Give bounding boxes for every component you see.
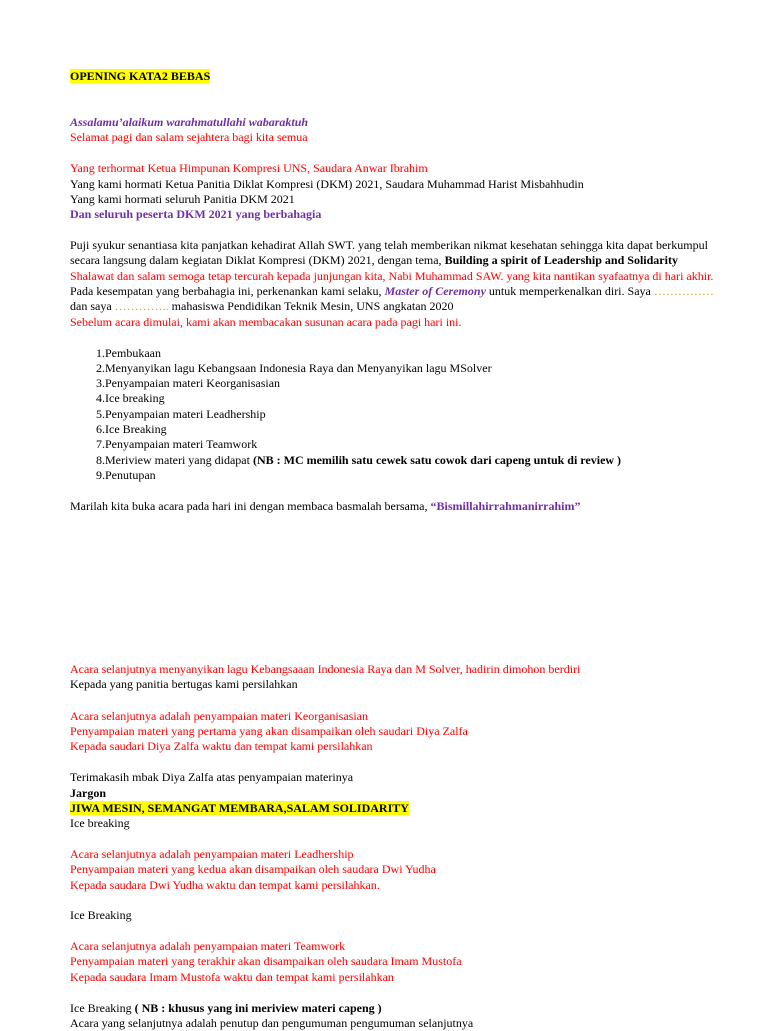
puji-line-1: Puji syukur senantiasa kita panjatkan kehadirat Allah SWT. yang telah memberikan nikmat kesehatan sehingga kita dapat berkumpul bbox=[70, 238, 708, 252]
teamwork-line-2: Penyampaian materi yang terakhir akan disampaikan oleh saudara Imam Mustofa bbox=[70, 954, 462, 968]
salam-line: Selamat pagi dan salam sejahtera bagi kita semua bbox=[70, 130, 308, 144]
agenda-number: 9. bbox=[96, 468, 105, 482]
teamwork-line-3: Kepada saudara Imam Mustofa waktu dan tempat kami persilahkan bbox=[70, 970, 394, 984]
agenda-item bbox=[86, 346, 161, 361]
agenda-item bbox=[86, 453, 622, 468]
penutup-line: Acara yang selanjutnya adalah penutup dan pengumuman pengumuman selanjutnya bbox=[70, 1016, 474, 1030]
kesempatan-text: Pada kesempatan yang berbahagia ini, perkenankan kami selaku, bbox=[70, 284, 385, 298]
teamwork-line-1: Acara selanjutnya adalah penyampaian materi Teamwork bbox=[70, 939, 346, 953]
acara-lagu-line: Acara selanjutnya menyanyikan lagu Kebangsaaan Indonesia Raya dan M Solver, hadirin dimohon berdiri bbox=[70, 662, 581, 676]
keorganisasian-line-2: Penyampaian materi yang pertama yang akan disampaikan oleh saudari Diya Zalfa bbox=[70, 724, 468, 738]
agenda-item bbox=[86, 407, 266, 422]
leadership-line-2: Penyampaian materi yang kedua akan disampaikan oleh saudara Dwi Yudha bbox=[70, 862, 436, 876]
agenda-number: 5. bbox=[96, 407, 105, 421]
terimakasih-line: Terimakasih mbak Diya Zalfa atas penyampaian materinya bbox=[70, 770, 354, 784]
greeting: Assalamu’alaikum warahmatullahi wabaraktuh bbox=[70, 115, 309, 129]
sebelum-line: Sebelum acara dimulai, kami akan membacakan susunan acara pada pagi hari ini. bbox=[70, 315, 462, 329]
agenda-text: Penyampaian materi Keorganisasian bbox=[105, 376, 281, 390]
agenda-item bbox=[86, 422, 167, 437]
kesempatan-line bbox=[70, 284, 714, 299]
agenda-note: (NB : MC memilih satu cewek satu cowok dari capeng untuk di review ) bbox=[252, 453, 622, 467]
agenda-text: Penyampaian materi Teamwork bbox=[105, 437, 258, 451]
agenda-number: 7. bbox=[96, 437, 105, 451]
dan-saya-text: dan saya bbox=[70, 299, 115, 313]
jargon-label: Jargon bbox=[70, 786, 106, 800]
hormat-line-1: Yang terhormat Ketua Himpunan Kompresi UNS, Saudara Anwar Ibrahim bbox=[70, 161, 428, 175]
kesempatan-post-text: untuk memperkenalkan diri. Saya bbox=[485, 284, 654, 298]
ice-breaking-1: Ice breaking bbox=[70, 816, 130, 830]
jargon-highlight: JIWA MESIN, SEMANGAT MEMBARA,SALAM SOLIDARITY bbox=[70, 801, 409, 815]
hormat-line-4: Dan seluruh peserta DKM 2021 yang berbahagia bbox=[70, 207, 322, 221]
agenda-item bbox=[86, 468, 156, 483]
puji-line-2 bbox=[70, 253, 678, 268]
agenda-item bbox=[86, 361, 492, 376]
keorganisasian-line-1: Acara selanjutnya adalah penyampaian materi Keorganisasian bbox=[70, 709, 368, 723]
name-placeholder-1: …………… bbox=[653, 284, 714, 298]
ice-breaking-3-note: ( NB : khusus yang ini meriview materi capeng ) bbox=[134, 1001, 382, 1015]
agenda-text: Penyampaian materi Leadhership bbox=[105, 407, 266, 421]
marilah-line bbox=[70, 499, 581, 514]
leadership-line-3: Kepada saudara Dwi Yudha waktu dan tempat kami persilahkan. bbox=[70, 878, 380, 892]
name-placeholder-2: ………….. bbox=[114, 299, 169, 313]
hormat-line-3: Yang kami hormati seluruh Panitia DKM 2021 bbox=[70, 192, 295, 206]
agenda-text-main: Meriview materi yang didapat bbox=[105, 453, 253, 467]
agenda-number: 4. bbox=[96, 391, 105, 405]
agenda-text: Ice breaking bbox=[105, 391, 165, 405]
panitia-line: Kepada yang panitia bertugas kami persilahkan bbox=[70, 677, 298, 691]
agenda-number: 2. bbox=[96, 361, 105, 375]
agenda-item bbox=[86, 391, 165, 406]
jargon-line bbox=[70, 801, 409, 816]
agenda-text: Penutupan bbox=[105, 468, 156, 482]
agenda-number: 8. bbox=[96, 453, 105, 467]
basmalah-text: “Bismillahirrahmanirrahim” bbox=[430, 499, 581, 513]
agenda-item bbox=[86, 376, 281, 391]
shalawat-line: Shalawat dan salam semoga tetap tercurah kepada junjungan kita, Nabi Muhammad SAW. yang kita nantikan syafaatnya di hari akhir. bbox=[70, 269, 714, 283]
agenda-text: Pembukaan bbox=[105, 346, 161, 360]
agenda-text bbox=[105, 453, 621, 468]
title-highlight: OPENING KATA2 BEBAS bbox=[70, 69, 211, 83]
ice-breaking-3 bbox=[70, 1001, 382, 1016]
dan-saya-line bbox=[70, 299, 454, 314]
ice-breaking-3-text: Ice Breaking bbox=[70, 1001, 135, 1015]
theme-text: Building a spirit of Leadership and Solidarity bbox=[444, 253, 678, 267]
ice-breaking-2: Ice Breaking bbox=[70, 908, 132, 922]
agenda-number: 3. bbox=[96, 376, 105, 390]
mc-text: Master of Ceremony bbox=[384, 284, 486, 298]
mahasiswa-text: mahasiswa Pendidikan Teknik Mesin, UNS angkatan 2020 bbox=[168, 299, 454, 313]
doc-title bbox=[70, 69, 210, 84]
agenda-text: Menyanyikan lagu Kebangsaan Indonesia Raya dan Menyanyikan lagu MSolver bbox=[105, 361, 492, 375]
puji-text: secara langsung dalam kegiatan Diklat Kompresi (DKM) 2021, dengan tema, bbox=[70, 253, 445, 267]
marilah-text: Marilah kita buka acara pada hari ini dengan membaca basmalah bersama, bbox=[70, 499, 431, 513]
agenda-number: 6. bbox=[96, 422, 105, 436]
hormat-line-2: Yang kami hormati Ketua Panitia Diklat Kompresi (DKM) 2021, Saudara Muhammad Harist Misbahhudin bbox=[70, 177, 584, 191]
leadership-line-1: Acara selanjutnya adalah penyampaian materi Leadhership bbox=[70, 847, 354, 861]
agenda-item bbox=[86, 437, 258, 452]
agenda-number: 1. bbox=[96, 346, 105, 360]
keorganisasian-line-3: Kepada saudari Diya Zalfa waktu dan tempat kami persilahkan bbox=[70, 739, 373, 753]
agenda-text: Ice Breaking bbox=[105, 422, 167, 436]
